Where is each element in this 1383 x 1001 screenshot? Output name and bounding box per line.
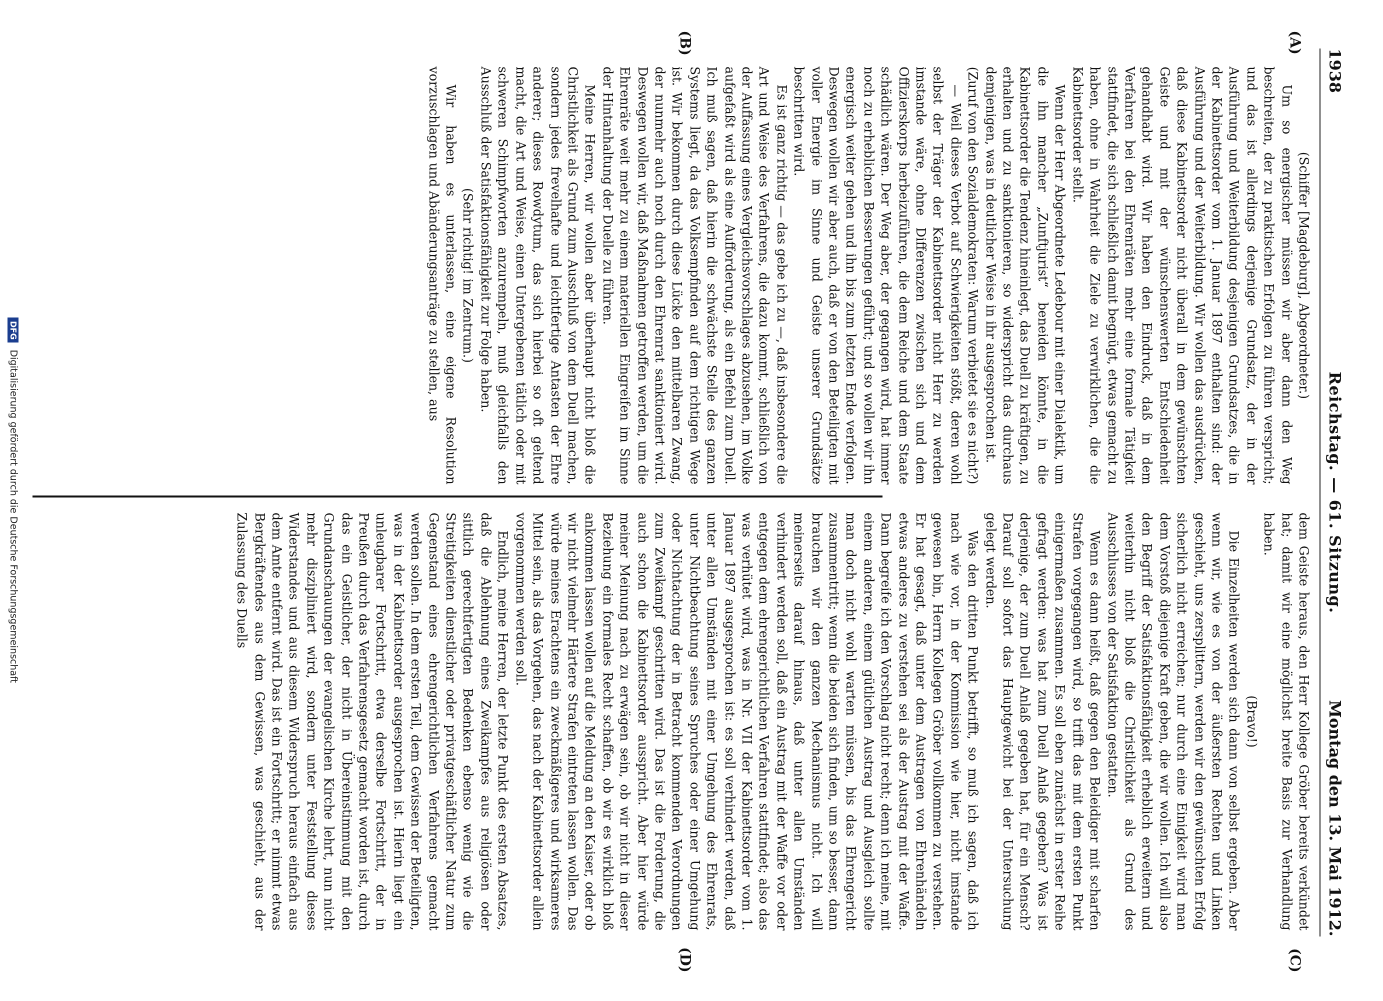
paragraph: Endlich, meine Herren, der letzte Punkt des ersten Absatzes, daß die Ablehnung eines Zweikampfes aus religiösen oder sittlich gerechtfertigten Bedenken ebenso wenig wie die Streitigkeiten dienstlicher oder privatgeschäftlicher Natur zum Gegenstand eines ehrengerichtlichen Verfahrens gemacht werden sollen. In dem ersten Teil, dem Gewissen der Beteiligten, was in der Kabinettsorder ausgesprochen ist. Hierin liegt ein unleugbarer Fortschritt, etwa derselbe Fortschritt, der in Preußen durch das Verfahrensgesetz gemacht worden ist, durch das ein Geistlicher, der nicht in Übereinstimmung mit den Grundanschauungen der evangelischen Kirche lehrt, nun nicht mehr diszipliniert wird, sondern unter Feststellung dieses Widerstandes und aus diesem Widerspruch heraus einfach aus dem Amte entfernt wird. Das ist ein Fortschritt; er nimmt etwas Bergkräftendes aus dem Gewissen, was geschieht, aus der Zulassung des Duells bbox=[234, 512, 511, 931]
page-header bbox=[1321, 49, 1349, 937]
column-divider bbox=[33, 496, 883, 498]
paragraph: Die Einzelheiten werden sich dann von selbst ergeben. Aber wenn wir, wie es von der äußersten Rechten und Linken geschieht, uns zersplittern, werden wir den gewünschten Erfolg sicherlich nicht erreichen; nur durch eine Einigkeit wird man dem Vorstoß diejenige Kraft geben, die wir wollen. Ich will also den Begriff der Satisfaktionsfähigkeit erheblich erweitern und weiterhin nicht bloß die Christlichkeit als Grund des Ausschlusses von der Satisfaktion gestatten. bbox=[1105, 512, 1242, 931]
header-rule bbox=[1320, 49, 1321, 937]
right-column bbox=[33, 513, 1313, 931]
header-date: Montag den 13. Mai 1912. bbox=[1325, 700, 1345, 937]
paragraph: Meine Herren, wir wollen aber überhaupt nicht bloß die Christlichkeit als Grund zum Ausschluß von dem Duell machen, sondern jedes frevelhafte und leichtfertige Antasten der Ehre anderer; dieses Rowdytum, das sich hierbei so oft geltend macht, die Art und Weise, einen Untergebenen tätlich oder mit schweren Schimpfworten anzurempeln, muß gleichfalls den Ausschluß der Satisfaktionsfähigkeit zur Folge haben. bbox=[478, 66, 598, 485]
paragraph: — Weil dieses Verbot auf Schwierigkeiten stößt, deren wohl selbst der Träger der Kabinettsorder nicht Herr zu werden imstande wäre, ohne Differenzen zwischen sich und dem Offizierskorps herbeizuführen, die dem Reiche und dem Staate schädlich wären. Der Weg aber, der gegangen wird, hat immer noch zu erheblichen Besserungen geführt; und so wollen wir ihn energisch weiter gehen und ihn bis zum letzten Ende verfolgen. Deswegen wollen wir aber auch, daß er von den Beteiligten mit voller Energie im Sinne und Geiste unserer Grundsätze beschritten wird. bbox=[791, 66, 964, 485]
margin-label-c: (C) bbox=[1286, 948, 1303, 973]
interjection: (Bravo!) bbox=[1244, 695, 1260, 748]
margin-label-d: (D) bbox=[676, 947, 693, 973]
paragraph: Es ist ganz richtig — das gebe ich zu —, daß insbesondere die Art und Weise des Verfahrens, die dazu kommt, schließlich von der Auffassung eines Vergleichsvorschlages abzusehen, im Volke aufgefaßt wird als eine Aufforderung, als ein Befehl zum Duell. Ich muß sagen, daß hierin die schwächste Stelle des ganzen Systems liegt, da das Volksempfinden auf dem richtigen Wege ist. Wir bekommen durch diese Lücke den mittelbaren Zwang, der nunmehr auch noch durch den Ehrenrat sanktioniert wird. Deswegen wollen wir, daß Maßnahmen getroffen werden, um die Ehrenräte weit mehr zu einem materiellen Eingreifen im Sinne der Hintanhaltung der Duelle zu führen. bbox=[600, 66, 790, 485]
interjection: (Zuruf von den Sozialdemokraten: Warum verbietet sie es nicht?) bbox=[965, 66, 981, 485]
footer-text: Digitalisierung gefördert durch die Deutsche Forschungsgemeinschaft bbox=[7, 349, 19, 683]
margin-label-b: (B) bbox=[676, 30, 693, 56]
paragraph: Was den dritten Punkt betrifft, so muß ich sagen, daß ich nach wie vor, in der Kommission wie hier, nicht imstande gewesen bin, Herrn Kollegen Gröber vollkommen zu verstehen. Er hat gesagt, daß unter dem Austragen von Ehrenhändeln etwas anderes zu verstehen sei als der Austrag mit der Waffe. Dann begreife ich den Vorschlag nicht recht; denn ich meine, mit einem anderen, einem gütlichen Austrag und Ausgleich sollte man doch nicht wohl warten müssen, bis das Ehrengericht zusammentritt; wenn die beiden sich finden, um so besser, dann brauchen wir den ganzen Mechanismus nicht. Ich will meinerseits darauf hinaus, daß unter allen Umständen verhindert werden soll, daß ein Austrag mit der Waffe vor oder entgegen dem ehrengerichtlichen Verfahren stattfindet; also das was verhütet wird, was in Nr. VII der Kabinettsorder vom 1. Januar 1897 ausgesprochen ist: es soll verhindert werden, daß unter allen Umständen mit einer Umgehung des Ehrenrats, unter Nichtbeachtung seines Spruches oder einer Umgehung oder Nichtachtung der in Betracht kommenden Verordnungen zum Zweikampf geschritten wird. Das ist die Forderung, die auch schon die Kabinettsorder ausspricht. Aber hier würde meiner Meinung nach zu erwägen sein, ob wir nicht in dieser Beziehung ein formales Recht schaffen, ob wir es wirklich bloß ankommen lassen wollen auf die Meldung an den Kaiser, oder ob wir nicht vielmehr Härtere Strafen eintreten lassen wollen. Das würde meines Erachtens ein zweckmäßigeres und wirksameres Mittel sein, als das Vorgehen, das nach der Kabinettsorder allein vorgenommen werden soll. bbox=[513, 512, 981, 931]
paragraph: Wenn der Herr Abgeordnete Ledebour mit einer Dialektik, um die ihn mancher „Zunftjurist“ beneiden könnte, in die Kabinettsorder die Tendenz hineinlegt, das Duell zu kräftigen, zu erhalten und zu sanktionieren, so widerspricht das durchaus demjenigen, was in deutlicher Weise in ihr ausgesprochen ist. bbox=[983, 66, 1068, 485]
interjection: (Sehr richtig! im Zentrum.) bbox=[461, 188, 476, 363]
paragraph: Wenn es dann heißt, daß gegen den Beleidiger mit scharfen Strafen vorgegangen wird, so trifft das mit dem ersten Punkt einigermaßen zusammen. Es soll eben zunächst in erster Reihe gefragt werden: was hat zum Duell Anlaß gegeben? Was ist derjenige, der zum Duell Anlaß gegeben hat, für ein Mensch? Darauf soll sofort das Hauptgewicht bei der Untersuchung gelegt werden. bbox=[983, 512, 1103, 931]
paragraph: dem Geiste heraus, den Herr Kollege Gröber bereits verkündet hat; damit wir eine möglichst breite Basis zur Verhandlung haben. bbox=[1261, 512, 1312, 931]
page-number: 1938 bbox=[1325, 48, 1345, 94]
header-title: Reichstag. — 61. Sitzung. bbox=[1325, 371, 1345, 614]
document-page bbox=[0, 1, 1383, 1001]
paragraph: (Schiffer [Magdeburg], Abgeordneter.) bbox=[1296, 151, 1312, 400]
digitization-footer bbox=[8, 1, 19, 1001]
paragraph: Um so energischer müssen wir aber dann den Weg beschreiten, der zu praktischen Erfolgen zu führen verspricht; und das ist allerdings derjenige Grundsatz, der in der Ausführung und Weiterbildung desjenigen Grundsatzes, die in der Kabinettsorder vom 1. Januar 1897 enthalten sind: der Ausführung und der Weiterbildung. Wir wollen das ausdrücken, daß diese Kabinettsorder nicht überall in dem gewünschten Geiste und mit der wünschenswerten Entschiedenheit gehandhabt wird. Wir haben den Eindruck, daß in dem Verfahren bei den Ehrenräten mehr eine formale Tätigkeit stattfindet, die sich schließlich damit begnügt, etwas gemacht zu haben, ohne in Wahrheit die Ziele zu verwirklichen, die die Kabinettsorder stellt. bbox=[1070, 66, 1295, 485]
dfg-logo: DFG bbox=[8, 318, 19, 343]
left-column bbox=[33, 67, 1313, 485]
paragraph: Wir haben es unterlassen, eine eigene Resolution vorzuschlagen und Abänderungsanträge zu stellen, aus bbox=[426, 66, 459, 485]
margin-label-a: (A) bbox=[1286, 30, 1303, 55]
